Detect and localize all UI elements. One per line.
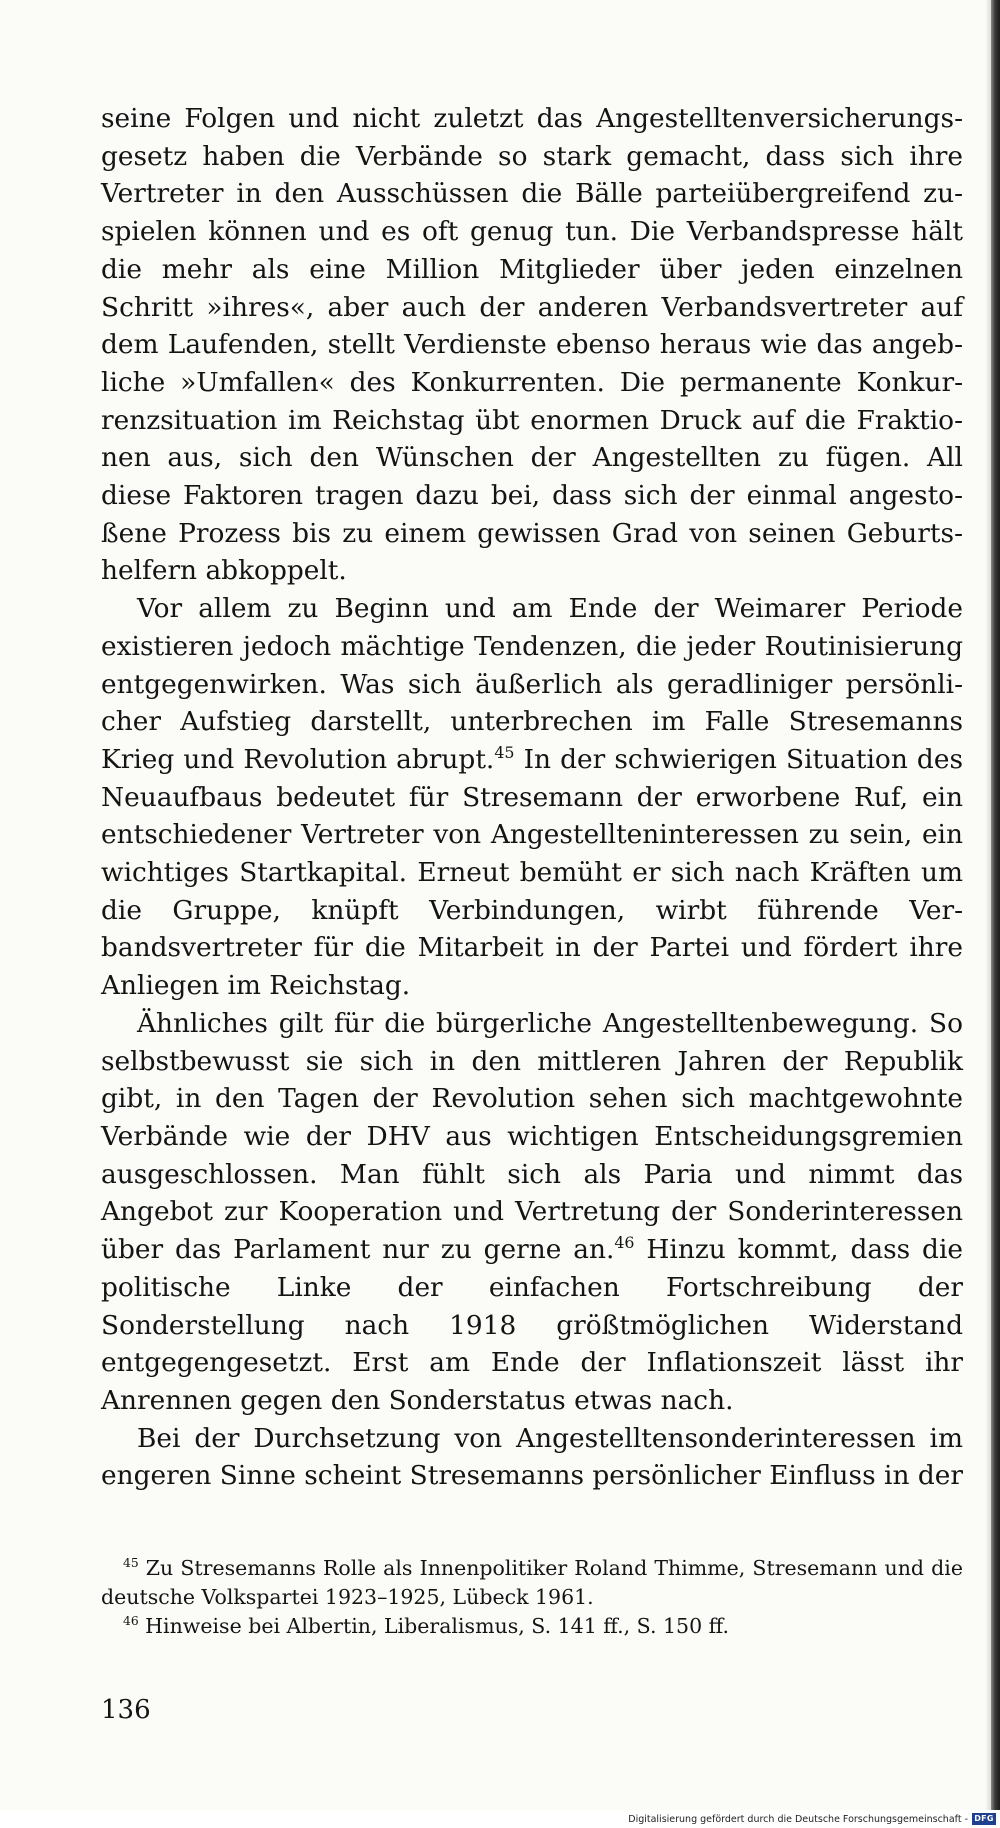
body-text [101,100,963,1495]
page-number: 136 [101,1695,151,1725]
footnote-text: Hinweise bei Albertin, Liberalismus, S. 141 ff., S. 150 ff. [138,1614,729,1638]
paragraph-2-text: Vor allem zu Beginn und am Ende der Weimarer Periode existieren jedoch mächtige Tendenzen, die jeder Routinisierung entgegenwirken. Was sich äußerlich als geradliniger persönlicher Aufstieg darstellt, unterbrechen im Falle Stresemanns Krieg und Revolution abrupt. [101,593,963,775]
footnote-ref-46: 46 [614,1233,635,1253]
paragraph-3-text: Ähnliches gilt für die bürgerliche Angestelltenbewegung. So selbstbewusst sie sich in den mittleren Jahren der Republik gibt, in den Tagen der Revolution sehen sich machtgewohnte Verbände wie der DHV aus wichtigen Entscheidungsgremien ausgeschlossen. Man fühlt sich als Paria und nimmt das Angebot zur Kooperation und Vertretung der Sonderinteressen über das Parlament nur zu gerne an. [101,1007,963,1266]
footnote-46 [101,1612,963,1641]
paragraph-2-rest: In der schwierigen Situation des Neuaufbaus bedeutet für Stresemann der erworbene Ruf, ein entschiedener Vertreter von Angestellteninteressen zu sein, ein wichtiges Startkapital. Erneut bemüht er sich nach Kräften um die Gruppe, knüpft Verbindungen, wirbt führende Verbandsvertreter für die Mitarbeit in der Partei und fördert ihre Anliegen im Reichstag. [101,743,963,1002]
footnote-text: Zu Stresemanns Rolle als Innenpolitiker Roland Thimme, Stresemann und die deutsche Volkspartei 1923–1925, Lübeck 1961. [101,1556,963,1609]
digitization-credit-bar [0,1810,1000,1828]
footnote-ref-45: 45 [494,743,515,763]
footnote-number: 46 [123,1614,139,1629]
credit-text: Digitalisierung gefördert durch die Deutsche Forschungsgemeinschaft - [628,1814,968,1825]
paragraph-3 [101,1005,963,1420]
footnotes [101,1554,963,1641]
footnote-number: 45 [123,1556,139,1571]
paragraph-2 [101,590,963,1005]
dfg-logo-icon: DFG [972,1813,996,1825]
paragraph-3-rest: Hinzu kommt, dass die politische Linke der einfachen Fortschreibung der Sonderstellung nach 1918 größtmöglichen Widerstand entgegengesetzt. Erst am Ende der Inflationszeit lässt ihr Anrennen gegen den Sonderstatus etwas nach. [101,1234,963,1416]
footnote-45 [101,1554,963,1612]
paragraph-4: Bei der Durchsetzung von Angestelltensonderinteressen im engeren Sinne scheint Stresemanns persönlicher Einfluss in der [101,1422,963,1492]
paragraph-1: seine Folgen und nicht zuletzt das Angestelltenversicherungsgesetz haben die Verbände so stark gemacht, dass sich ihre Vertreter in den Ausschüssen die Bälle parteiübergreifend zuspielen können und es oft genug tun. Die Verbandspresse hält die mehr als eine Million Mitglieder über jeden einzelnen Schritt »ihres«, aber auch der anderen Verbandsvertreter auf dem Laufenden, stellt Verdienste ebenso heraus wie das angebliche »Umfallen« des Konkurrenten. Die permanente Konkurrenzsituation im Reichstag übt enormen Druck auf die Fraktionen aus, sich den Wünschen der Angestellten zu fügen. All diese Faktoren tragen dazu bei, dass sich der einmal angestoßene Prozess bis zu einem gewissen Grad von seinen Geburtshelfern abkoppelt. [101,103,963,587]
page-edge [991,0,1000,1810]
